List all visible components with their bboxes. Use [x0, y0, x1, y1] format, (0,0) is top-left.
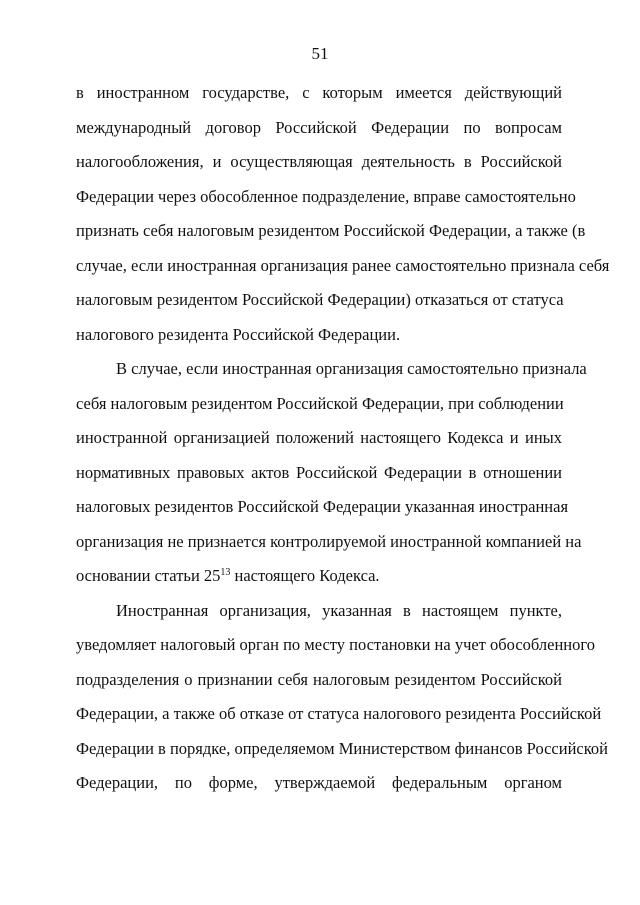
paragraph-2 [76, 352, 587, 594]
text-line: налогового резидента Российской Федерации. [76, 324, 401, 344]
text-line: Федерации, по форме, утверждаемой федеральным органом [76, 773, 562, 792]
text-fragment: настоящего Кодекса. [230, 566, 380, 585]
text-line: признать себя налоговым резидентом Российской Федерации, а также (в [76, 221, 586, 240]
text-line: международный договор Российской Федерации по вопросам [76, 117, 562, 137]
text-line: Федерации, а также об отказе от статуса налогового резидента Российской [76, 704, 602, 723]
text-line: Федерации через обособленное подразделение, вправе самостоятельно [76, 186, 576, 206]
text-line: В случае, если иностранная организация самостоятельно признала [116, 359, 587, 378]
text-line: в иностранном государстве, с которым имеется действующий [76, 83, 562, 102]
text-line: Федерации в порядке, определяемом Министерством финансов Российской [76, 738, 608, 758]
text-line: налогообложения, и осуществляющая деятельность в Российской [76, 152, 562, 171]
page-number: 51 [311, 44, 329, 63]
document-body [76, 76, 610, 801]
text-line: налоговым резидентом Российской Федерации) отказаться от статуса [76, 290, 564, 309]
text-line: иностранной организацией положений настоящего Кодекса и иных [76, 428, 562, 447]
text-line: подразделения о признании себя налоговым резидентом Российской [76, 669, 562, 689]
paragraph-1 [76, 76, 610, 352]
text-line: нормативных правовых актов Российской Федерации в отношении [76, 462, 562, 482]
superscript: 13 [220, 567, 231, 578]
paragraph-3 [76, 594, 608, 801]
text-line: уведомляет налоговый орган по месту постановки на учет обособленного [76, 635, 595, 654]
text-line [76, 559, 562, 594]
text-line: Иностранная организация, указанная в настоящем пункте, [116, 600, 562, 620]
text-line: себя налоговым резидентом Российской Федерации, при соблюдении [76, 393, 564, 413]
text-line: налоговых резидентов Российской Федерации указанная иностранная [76, 497, 569, 516]
text-fragment: основании статьи 25 [76, 566, 221, 585]
text-line: случае, если иностранная организация ранее самостоятельно признала себя [76, 255, 610, 275]
text-line: организация не признается контролируемой иностранной компанией на [76, 531, 582, 551]
